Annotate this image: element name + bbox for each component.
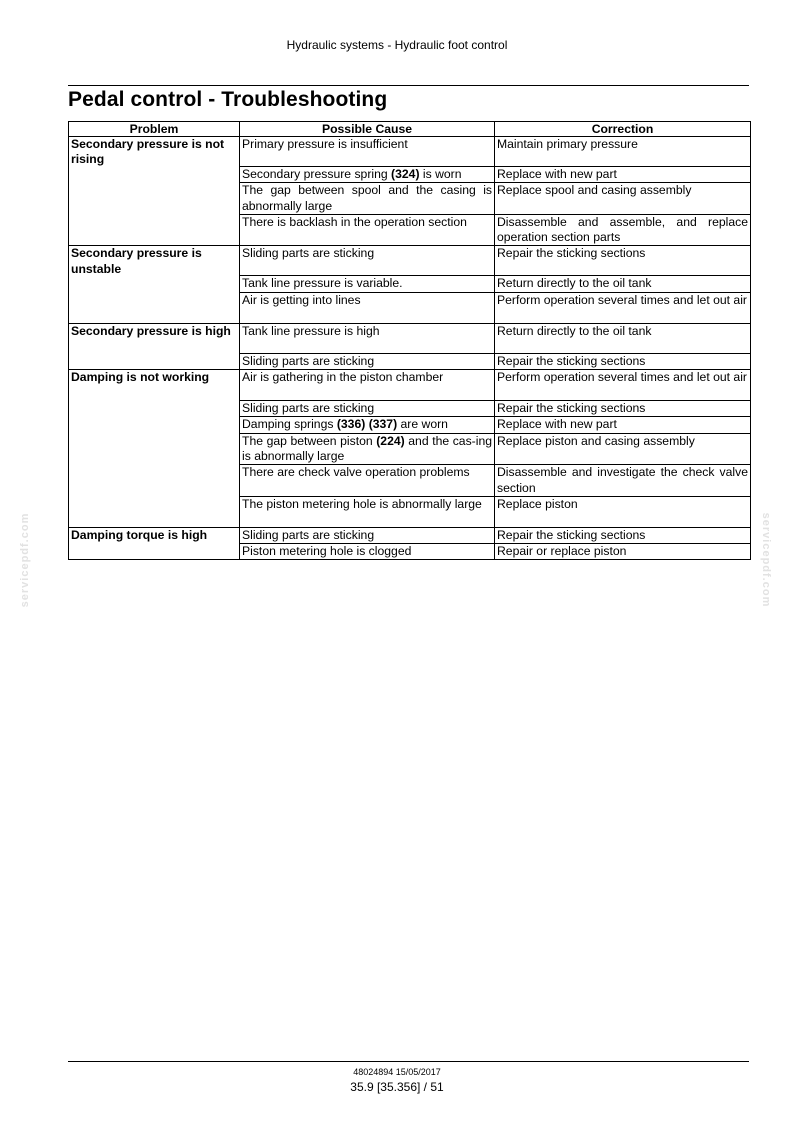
cause-text: There are check valve operation problems	[242, 465, 470, 480]
part-number: (224)	[376, 433, 405, 448]
part-number: (336)	[336, 417, 366, 432]
correction-cell: Maintain primary pressure	[495, 137, 751, 167]
problem-cell: Secondary pressure is unstable	[69, 246, 240, 323]
problem-cell: Secondary pressure is high	[69, 323, 240, 369]
cause-cell	[240, 214, 495, 246]
correction-cell: Replace spool and casing assembly	[495, 183, 751, 215]
table-body	[69, 137, 751, 560]
cause-text: Primary pressure is insufficient	[242, 137, 408, 151]
cause-text: Damping springs	[242, 417, 337, 432]
cause-cell	[240, 276, 495, 292]
table-row	[69, 137, 751, 167]
cause-cell	[240, 137, 495, 167]
problem-cell: Damping torque is high	[69, 527, 240, 560]
watermark-left: servicepdf.com	[19, 512, 31, 608]
correction-cell: Repair the sticking sections	[495, 527, 751, 543]
cause-cell	[240, 465, 495, 497]
cause-text: The gap between spool and the casing is abnormally large	[242, 183, 492, 213]
correction-cell: Replace with new part	[495, 167, 751, 183]
cause-cell	[240, 183, 495, 215]
cause-text: Secondary pressure spring	[242, 167, 392, 181]
correction-cell: Replace piston and casing assembly	[495, 433, 751, 465]
cause-text: Sliding parts are sticking	[242, 353, 375, 368]
table-row	[69, 527, 751, 543]
part-number: (324)	[391, 167, 420, 181]
watermark-right: servicepdf.com	[760, 512, 772, 608]
cause-cell	[240, 401, 495, 417]
correction-cell: Perform operation several times and let out air	[495, 292, 751, 323]
cause-text: Tank line pressure is variable.	[242, 276, 403, 291]
cause-text: and the cas-ing is abnormally large	[242, 433, 492, 463]
cause-cell	[240, 527, 495, 543]
problem-cell: Damping is not working	[69, 370, 240, 528]
cause-text: The gap between piston	[242, 433, 377, 448]
cause-cell	[240, 292, 495, 323]
cause-cell	[240, 433, 495, 465]
cause-text: is worn	[419, 167, 462, 181]
header-rule	[68, 85, 749, 86]
cause-cell	[240, 167, 495, 183]
correction-cell: Repair the sticking sections	[495, 246, 751, 276]
correction-cell: Return directly to the oil tank	[495, 323, 751, 353]
cause-text: Tank line pressure is high	[242, 323, 380, 338]
table-row	[69, 370, 751, 401]
correction-cell: Disassemble and investigate the check valve section	[495, 465, 751, 497]
cause-text: Sliding parts are sticking	[242, 401, 375, 416]
problem-cell: Secondary pressure is not rising	[69, 137, 240, 246]
column-header-cause: Possible Cause	[240, 122, 495, 137]
troubleshooting-table	[68, 121, 751, 560]
cause-text: There is backlash in the operation section	[242, 214, 467, 229]
cause-text: Air is getting into lines	[242, 292, 361, 307]
cause-text: Sliding parts are sticking	[242, 246, 375, 261]
page-number: 35.9 [35.356] / 51	[350, 1080, 444, 1094]
cause-text: Sliding parts are sticking	[242, 527, 375, 542]
table-header-row	[69, 122, 751, 137]
footer-rule	[68, 1061, 749, 1062]
correction-cell: Perform operation several times and let out air	[495, 370, 751, 401]
cause-cell	[240, 496, 495, 527]
cause-cell	[240, 353, 495, 369]
cause-text: The piston metering hole is abnormally large	[242, 496, 482, 511]
correction-cell: Disassemble and assemble, and replace operation section parts	[495, 214, 751, 246]
column-header-correction: Correction	[495, 122, 751, 137]
cause-cell	[240, 370, 495, 401]
correction-cell: Repair or replace piston	[495, 544, 751, 560]
column-header-problem: Problem	[69, 122, 240, 137]
correction-cell: Replace piston	[495, 496, 751, 527]
table-row	[69, 323, 751, 353]
document-reference: 48024894 15/05/2017	[353, 1067, 441, 1077]
cause-cell	[240, 417, 495, 433]
correction-cell: Repair the sticking sections	[495, 353, 751, 369]
correction-cell: Repair the sticking sections	[495, 401, 751, 417]
correction-cell: Return directly to the oil tank	[495, 276, 751, 292]
cause-cell	[240, 246, 495, 276]
cause-text: Piston metering hole is clogged	[242, 544, 412, 559]
part-number: (337)	[368, 417, 398, 432]
correction-cell: Replace with new part	[495, 417, 751, 433]
page-title: Pedal control - Troubleshooting	[68, 88, 388, 111]
cause-cell	[240, 544, 495, 560]
table-row	[69, 246, 751, 276]
running-header: Hydraulic systems - Hydraulic foot control	[286, 38, 508, 52]
cause-text: are worn	[397, 417, 448, 432]
cause-cell	[240, 323, 495, 353]
cause-text: Air is gathering in the piston chamber	[242, 370, 444, 385]
